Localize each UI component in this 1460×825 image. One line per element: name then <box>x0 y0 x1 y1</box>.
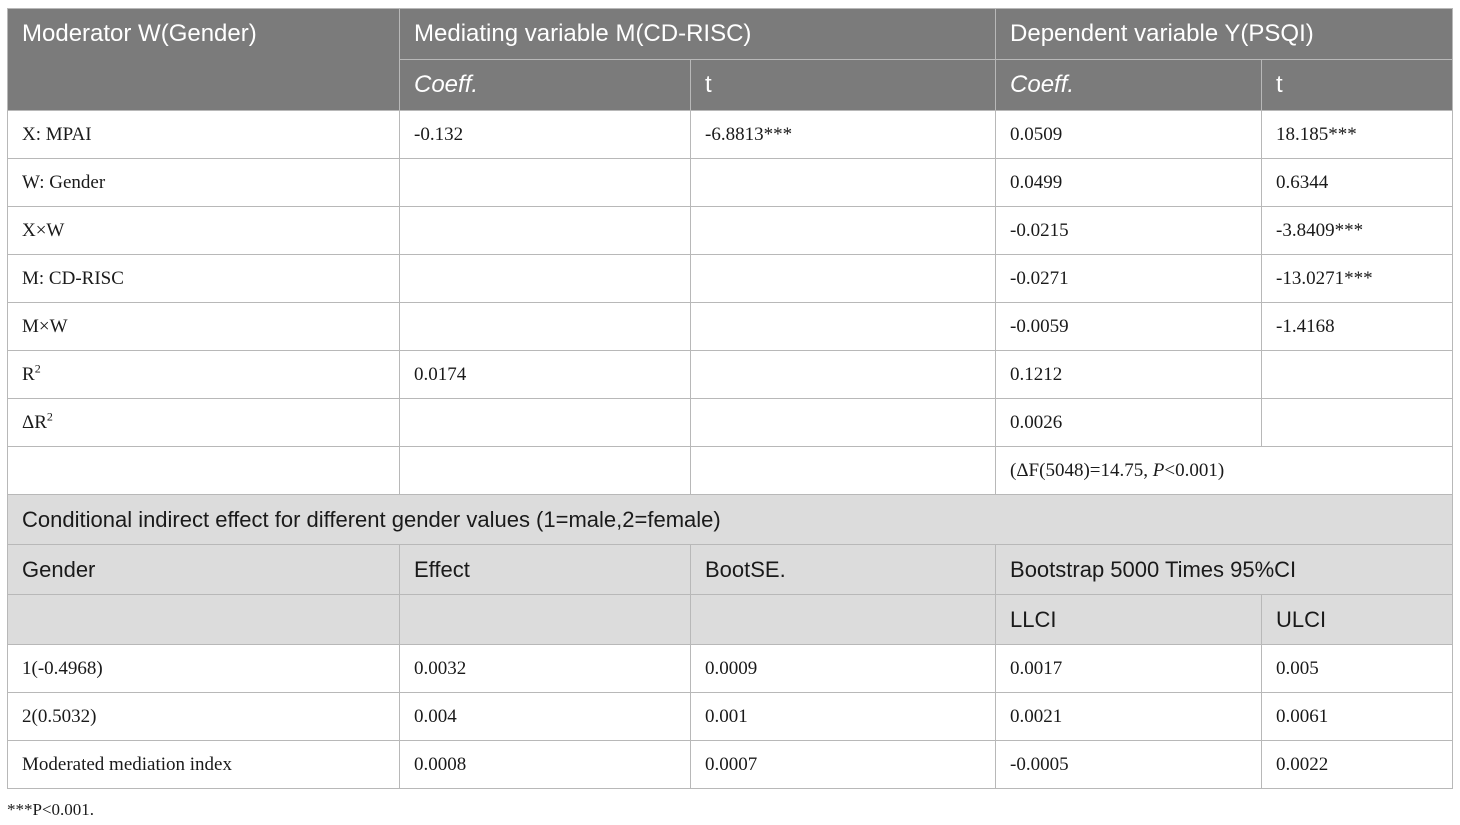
m-t-cell <box>691 303 996 351</box>
effect-cell: 0.004 <box>400 693 691 741</box>
y-t-cell: -1.4168 <box>1262 303 1453 351</box>
y-t-cell: 18.185*** <box>1262 111 1453 159</box>
row-label: X×W <box>8 207 400 255</box>
table-row <box>8 159 1453 207</box>
header-row-1 <box>8 9 1453 60</box>
boot-header-row-1 <box>8 545 1453 595</box>
table-row <box>8 645 1453 693</box>
gender-cell: 2(0.5032) <box>8 693 400 741</box>
header-moderator: Moderator W(Gender) <box>8 9 400 111</box>
y-coeff-cell: 0.0026 <box>996 399 1262 447</box>
row-label: X: MPAI <box>8 111 400 159</box>
empty-cell <box>8 595 400 645</box>
llci-cell: -0.0005 <box>996 741 1262 789</box>
header-bootse: BootSE. <box>691 545 996 595</box>
gender-cell: 1(-0.4968) <box>8 645 400 693</box>
table-row <box>8 255 1453 303</box>
empty-cell <box>400 447 691 495</box>
superscript: 2 <box>46 409 53 424</box>
y-coeff-cell: 0.0499 <box>996 159 1262 207</box>
ulci-cell: 0.0022 <box>1262 741 1453 789</box>
bootse-cell: 0.0009 <box>691 645 996 693</box>
header-m-t: t <box>691 60 996 111</box>
ulci-cell: 0.0061 <box>1262 693 1453 741</box>
ulci-cell: 0.005 <box>1262 645 1453 693</box>
y-t-cell: -13.0271*** <box>1262 255 1453 303</box>
delta-r-squared-label: ΔR <box>22 411 47 433</box>
bootse-cell: 0.001 <box>691 693 996 741</box>
m-coeff-cell: 0.0174 <box>400 351 691 399</box>
header-effect: Effect <box>400 545 691 595</box>
row-label <box>8 351 400 399</box>
y-t-cell: -3.8409*** <box>1262 207 1453 255</box>
y-coeff-cell: -0.0271 <box>996 255 1262 303</box>
header-bootstrap: Bootstrap 5000 Times 95%CI <box>996 545 1453 595</box>
header-y-coeff: Coeff. <box>996 60 1262 111</box>
header-mediating: Mediating variable M(CD-RISC) <box>400 9 996 60</box>
table-row <box>8 693 1453 741</box>
m-t-cell <box>691 159 996 207</box>
y-coeff-cell: 0.1212 <box>996 351 1262 399</box>
m-t-cell <box>691 207 996 255</box>
boot-header-row-2 <box>8 595 1453 645</box>
empty-cell <box>691 447 996 495</box>
row-label <box>8 399 400 447</box>
table-row <box>8 399 1453 447</box>
table-row <box>8 741 1453 789</box>
gender-cell: Moderated mediation index <box>8 741 400 789</box>
header-gender: Gender <box>8 545 400 595</box>
m-t-cell <box>691 351 996 399</box>
section-title: Conditional indirect effect for different gender values (1=male,2=female) <box>8 495 1453 545</box>
table-footnote: ***P<0.001. <box>7 800 95 819</box>
y-coeff-cell: -0.0059 <box>996 303 1262 351</box>
m-t-cell <box>691 399 996 447</box>
row-label: M: CD-RISC <box>8 255 400 303</box>
results-table <box>7 8 1453 789</box>
header-y-t: t <box>1262 60 1453 111</box>
table-row <box>8 111 1453 159</box>
f-stat-prefix: (ΔF(5048)=14.75, <box>1010 459 1153 481</box>
empty-cell <box>400 595 691 645</box>
llci-cell: 0.0021 <box>996 693 1262 741</box>
table-row <box>8 303 1453 351</box>
table-row <box>8 207 1453 255</box>
row-label: W: Gender <box>8 159 400 207</box>
superscript: 2 <box>34 361 41 376</box>
m-coeff-cell: -0.132 <box>400 111 691 159</box>
header-dependent: Dependent variable Y(PSQI) <box>996 9 1453 60</box>
f-stat-p: P <box>1152 459 1165 481</box>
r-squared-label: R <box>22 363 35 385</box>
table-row <box>8 351 1453 399</box>
y-t-cell <box>1262 399 1453 447</box>
y-t-cell <box>1262 351 1453 399</box>
m-coeff-cell <box>400 159 691 207</box>
y-coeff-cell: -0.0215 <box>996 207 1262 255</box>
row-label: M×W <box>8 303 400 351</box>
y-coeff-cell: 0.0509 <box>996 111 1262 159</box>
f-stat-row <box>8 447 1453 495</box>
m-coeff-cell <box>400 399 691 447</box>
empty-cell <box>8 447 400 495</box>
empty-cell <box>691 595 996 645</box>
m-t-cell: -6.8813*** <box>691 111 996 159</box>
m-t-cell <box>691 255 996 303</box>
y-t-cell: 0.6344 <box>1262 159 1453 207</box>
f-stat-suffix: <0.001) <box>1164 459 1225 481</box>
header-ulci: ULCI <box>1262 595 1453 645</box>
m-coeff-cell <box>400 303 691 351</box>
m-coeff-cell <box>400 255 691 303</box>
f-stat-cell <box>996 447 1453 495</box>
m-coeff-cell <box>400 207 691 255</box>
effect-cell: 0.0032 <box>400 645 691 693</box>
bootse-cell: 0.0007 <box>691 741 996 789</box>
llci-cell: 0.0017 <box>996 645 1262 693</box>
effect-cell: 0.0008 <box>400 741 691 789</box>
header-llci: LLCI <box>996 595 1262 645</box>
header-m-coeff: Coeff. <box>400 60 691 111</box>
section-title-row <box>8 495 1453 545</box>
